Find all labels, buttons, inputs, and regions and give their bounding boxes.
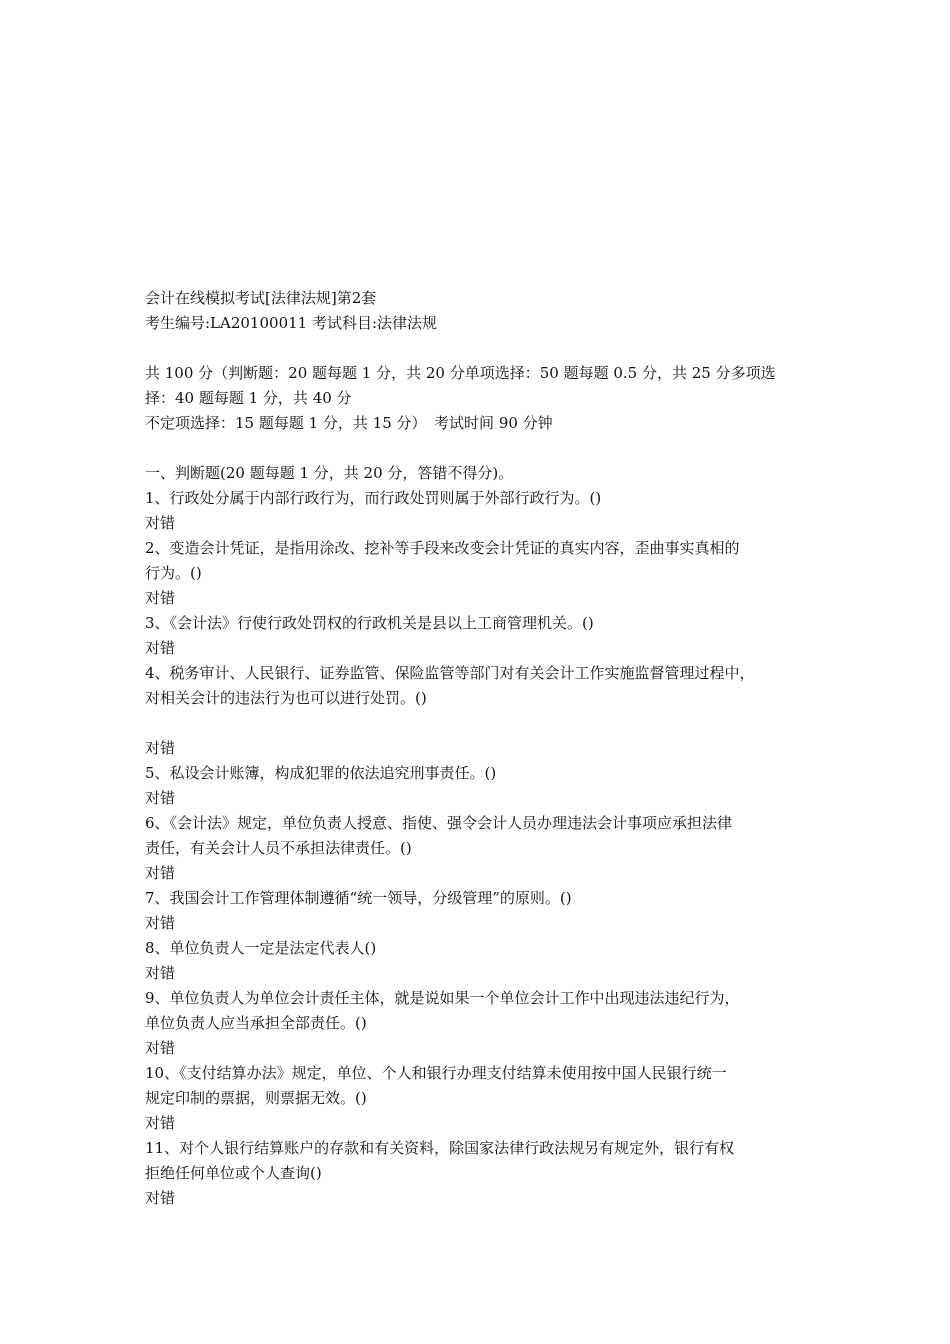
answer-options: 对错 (145, 864, 176, 882)
question-2 (145, 536, 825, 611)
question-text: 9、单位负责人为单位会计责任主体，就是说如果一个单位会计工作中出现违法违纪行为， (145, 989, 740, 1007)
question-text: 4、税务审计、人民银行、证券监管、保险监管等部门对有关会计工作实施监督管理过程中， (145, 664, 755, 682)
score-summary-line-2: 择：40 题每题 1 分，共 40 分 (145, 389, 352, 407)
question-10 (145, 1061, 825, 1136)
question-text: 单位负责人应当承担全部责任。() (145, 1014, 367, 1032)
answer-options: 对错 (145, 914, 176, 932)
answer-options: 对错 (145, 589, 176, 607)
question-text: 1、行政处分属于内部行政行为，而行政处罚则属于外部行政行为。() (145, 489, 602, 507)
answer-options: 对错 (145, 789, 176, 807)
question-text: 规定印制的票据，则票据无效。() (145, 1089, 367, 1107)
question-text: 拒绝任何单位或个人查询() (145, 1164, 322, 1182)
question-3 (145, 611, 825, 661)
question-text: 3、《会计法》行使行政处罚权的行政机关是县以上工商管理机关。() (145, 614, 594, 632)
question-1 (145, 486, 825, 536)
answer-options: 对错 (145, 964, 176, 982)
answer-options: 对错 (145, 1114, 176, 1132)
question-text: 8、单位负责人一定是法定代表人() (145, 939, 377, 957)
question-7 (145, 886, 825, 936)
question-11 (145, 1136, 825, 1211)
score-summary-line-1: 共 100 分（判断题：20 题每题 1 分，共 20 分单项选择：50 题每题 0.5 分，共 25 分多项选 (145, 364, 776, 382)
question-text: 7、我国会计工作管理体制遵循“统一领导，分级管理”的原则。() (145, 889, 572, 907)
question-text: 行为。() (145, 564, 202, 582)
question-text: 5、私设会计账簿，构成犯罪的依法追究刑事责任。() (145, 764, 497, 782)
question-text: 10、《支付结算办法》规定，单位、个人和银行办理支付结算未使用按中国人民银行统一 (145, 1064, 727, 1082)
spacer (145, 711, 825, 736)
answer-options: 对错 (145, 1039, 176, 1057)
document-title: 会计在线模拟考试[法律法规]第2套 (145, 289, 377, 307)
document-body (145, 286, 825, 1211)
question-6 (145, 811, 825, 886)
question-4 (145, 661, 825, 761)
question-text: 对相关会计的违法行为也可以进行处罚。() (145, 689, 427, 707)
question-text: 2、变造会计凭证，是指用涂改、挖补等手段来改变会计凭证的真实内容，歪曲事实真相的 (145, 539, 740, 557)
question-9 (145, 986, 825, 1061)
question-8 (145, 936, 825, 986)
question-5 (145, 761, 825, 811)
answer-options: 对错 (145, 514, 176, 532)
section-title: 一、判断题(20 题每题 1 分，共 20 分，答错不得分)。 (145, 464, 514, 482)
question-text: 责任，有关会计人员不承担法律责任。() (145, 839, 412, 857)
question-text: 11、对个人银行结算账户的存款和有关资料，除国家法律行政法规另有规定外，银行有权 (145, 1139, 735, 1157)
examinee-info: 考生编号:LA20100011 考试科目:法律法规 (145, 314, 438, 332)
spacer (145, 436, 825, 461)
score-summary-line-3: 不定项选择：15 题每题 1 分，共 15 分） 考试时间 90 分钟 (145, 414, 553, 432)
spacer (145, 336, 825, 361)
answer-options: 对错 (145, 739, 176, 757)
answer-options: 对错 (145, 639, 176, 657)
question-text: 6、《会计法》规定，单位负责人授意、指使、强令会计人员办理违法会计事项应承担法律 (145, 814, 733, 832)
answer-options: 对错 (145, 1189, 176, 1207)
